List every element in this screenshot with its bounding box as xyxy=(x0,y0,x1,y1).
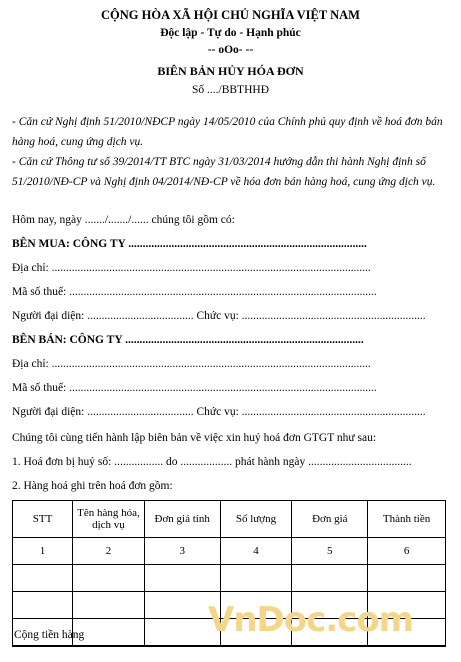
table-cell: 1 xyxy=(13,538,73,565)
divider-text: -- oOo- -- xyxy=(207,44,254,56)
buyer-address: Địa chỉ: ............................................................................................................... xyxy=(12,262,371,274)
col-unit-price-calc: Đơn giá tính xyxy=(144,501,220,538)
table-cell xyxy=(13,592,73,619)
table-cell xyxy=(13,565,73,592)
seller-label: BÊN BÁN: CÔNG TY ................................................................................... xyxy=(12,334,364,346)
table-row xyxy=(13,538,446,565)
document-title: BIÊN BẢN HỦY HÓA ĐƠN xyxy=(157,64,304,78)
basis-decree: - Căn cứ Nghị định 51/2010/NĐCP ngày 14/05/2010 của Chính phủ quy định về hoá đơn bán hàng hoá, cung ứng dịch vụ. xyxy=(12,116,443,148)
buyer-label: BÊN MUA: CÔNG TY ................................................................................... xyxy=(12,238,367,250)
buyer-representative: Người đại diện: ..................................... Chức vụ: ................................................................ xyxy=(12,310,426,322)
table-cell: 4 xyxy=(220,538,292,565)
buyer-tax-code: Mã số thuế: ........................................................................................................... xyxy=(12,286,377,298)
table-cell: 5 xyxy=(292,538,368,565)
table-cell xyxy=(73,565,145,592)
col-goods-name: Tên hàng hóa, dịch vụ xyxy=(73,501,145,538)
vndoc-watermark: VnDoc.com xyxy=(208,600,414,640)
table-cell xyxy=(144,565,220,592)
total-label: Cộng tiền hàng xyxy=(14,629,85,641)
agreement-line: Chúng tôi cùng tiến hành lập biên bản về việc xin huỷ hoá đơn GTGT như sau: xyxy=(12,432,377,444)
invoice-cancel-line: 1. Hoá đơn bị huỷ số: ................. do .................. phát hành ngày .................................... xyxy=(12,456,412,468)
table-cell xyxy=(220,565,292,592)
table-cell: 3 xyxy=(144,538,220,565)
seller-address: Địa chỉ: ............................................................................................................... xyxy=(12,358,371,370)
table-bottom-border xyxy=(12,646,446,647)
motto: Độc lập - Tự do - Hạnh phúc xyxy=(160,27,301,39)
basis-circular: - Căn cứ Thông tư số 39/2014/TT BTC ngày 31/03/2014 hướng dẫn thi hành Nghị định số 51/2010/NĐ-CP và Nghị định 04/2014/NĐ-CP về hóa đơn bán hàng hoá, cung ứng dịch vụ. xyxy=(12,156,436,188)
table-header-row xyxy=(13,501,446,538)
table-cell xyxy=(292,565,368,592)
table-row xyxy=(13,565,446,592)
document-number: Số ..../BBTHHĐ xyxy=(192,84,269,96)
seller-tax-code: Mã số thuế: ........................................................................................................... xyxy=(12,382,377,394)
col-unit-price: Đơn giá xyxy=(292,501,368,538)
col-quantity: Số lượng xyxy=(220,501,292,538)
table-cell xyxy=(368,565,446,592)
goods-heading: 2. Hàng hoá ghi trên hoá đơn gồm: xyxy=(12,480,173,492)
seller-representative: Người đại diện: ..................................... Chức vụ: ................................................................ xyxy=(12,406,426,418)
table-cell: 2 xyxy=(73,538,145,565)
country-title: CỘNG HÒA XÃ HỘI CHỦ NGHĨA VIỆT NAM xyxy=(101,8,360,22)
col-amount: Thành tiền xyxy=(368,501,446,538)
col-stt: STT xyxy=(13,501,73,538)
intro-line: Hôm nay, ngày ......./......./...... chúng tôi gồm có: xyxy=(12,214,235,226)
table-cell: 6 xyxy=(368,538,446,565)
table-cell xyxy=(73,592,145,619)
